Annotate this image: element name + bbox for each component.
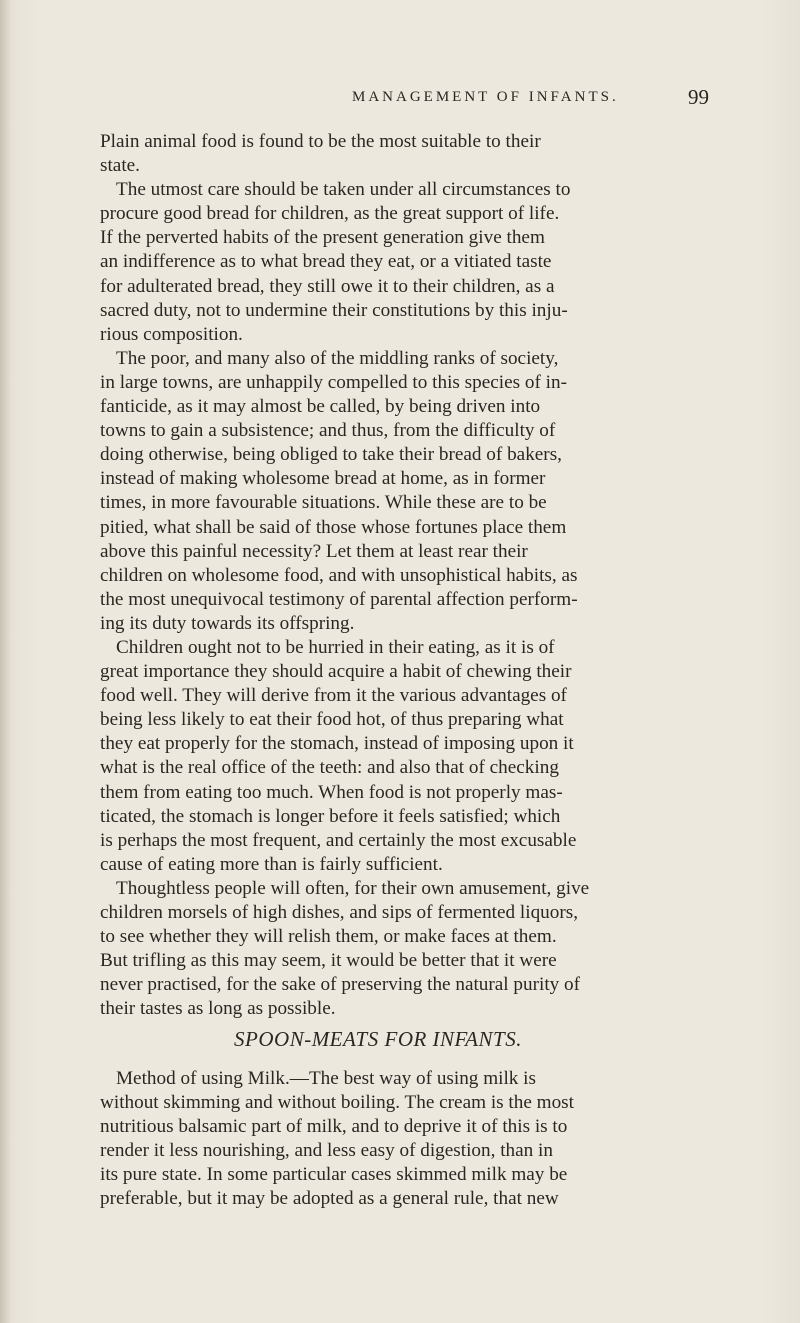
text-line: If the perverted habits of the present generation give them [100,227,545,249]
text-line: ing its duty towards its offspring. [100,612,355,634]
text-line: its pure state. In some particular cases skimmed milk may be [100,1164,568,1186]
text-line: what is the real office of the teeth: and also that of checking [100,757,559,779]
running-header [0,85,800,115]
text-line: their tastes as long as possible. [100,998,336,1020]
text-line: sacred duty, not to undermine their constitutions by this inju- [100,299,568,321]
text-line: procure good bread for children, as the great support of life. [100,203,560,225]
text-line: ticated, the stomach is longer before it feels satisfied; which [100,805,561,827]
text-line: doing otherwise, being obliged to take their bread of bakers, [100,444,562,466]
text-line: But trifling as this may seem, it would be better that it were [100,950,557,972]
text-line: instead of making wholesome bread at home, as in former [100,468,546,490]
text-line: Thoughtless people will often, for their own amusement, give [116,877,590,899]
text-line: preferable, but it may be adopted as a general rule, that new [100,1188,559,1210]
text-line: for adulterated bread, they still owe it to their children, as a [100,275,555,297]
page-gutter-shadow [0,0,10,1323]
text-line: Method of using Milk.—The best way of using milk is [116,1068,536,1089]
text-line: towns to gain a subsistence; and thus, from the difficulty of [100,420,556,442]
text-line: children morsels of high dishes, and sips of fermented liquors, [100,902,579,923]
section-text-block [100,1067,732,1212]
section-heading [0,1027,800,1052]
text-line: an indifference as to what bread they eat, or a vitiated taste [100,251,552,273]
text-line: pitied, what shall be said of those whose fortunes place them [100,516,567,538]
main-text-block [100,130,732,1021]
text-line: rious composition. [100,323,243,345]
text-line: children on wholesome food, and with unsophistical habits, as [100,564,578,586]
text-line: to see whether they will relish them, or make faces at them. [100,926,557,948]
text-line: is perhaps the most frequent, and certainly the most excusable [100,829,577,851]
text-line: never practised, for the sake of preserving the natural purity of [100,974,581,996]
text-line: the most unequivocal testimony of parental affection perform- [100,588,578,610]
text-line: them from eating too much. When food is not properly mas- [100,781,563,803]
text-line: The utmost care should be taken under all circumstances to [116,179,571,201]
text-line: The poor, and many also of the middling ranks of society, [116,347,559,369]
text-line: being less likely to eat their food hot, of thus preparing what [100,709,564,731]
text-line: times, in more favourable situations. While these are to be [100,492,547,514]
text-line: Plain animal food is found to be the most suitable to their [100,131,541,152]
text-line: they eat properly for the stomach, instead of imposing upon it [100,733,574,755]
text-line: food well. They will derive from it the various advantages of [100,685,567,707]
text-line: without skimming and without boiling. The cream is the most [100,1092,574,1114]
text-line: above this painful necessity? Let them at least rear their [100,540,528,562]
text-line: great importance they should acquire a habit of chewing their [100,661,572,683]
page-number: 99 [688,85,709,109]
text-line: in large towns, are unhappily compelled to this species of in- [100,371,567,393]
section-heading-text: SPOON-MEATS FOR INFANTS. [234,1027,522,1051]
text-line: state. [100,155,140,177]
text-line: render it less nourishing, and less easy of digestion, than in [100,1140,553,1162]
text-line: fanticide, as it may almost be called, by being driven into [100,396,541,418]
text-line: Children ought not to be hurried in their eating, as it is of [116,636,555,658]
running-title: MANAGEMENT OF INFANTS. [352,89,619,105]
text-line: nutritious balsamic part of milk, and to deprive it of this is to [100,1116,568,1138]
text-line: cause of eating more than is fairly sufficient. [100,853,443,875]
